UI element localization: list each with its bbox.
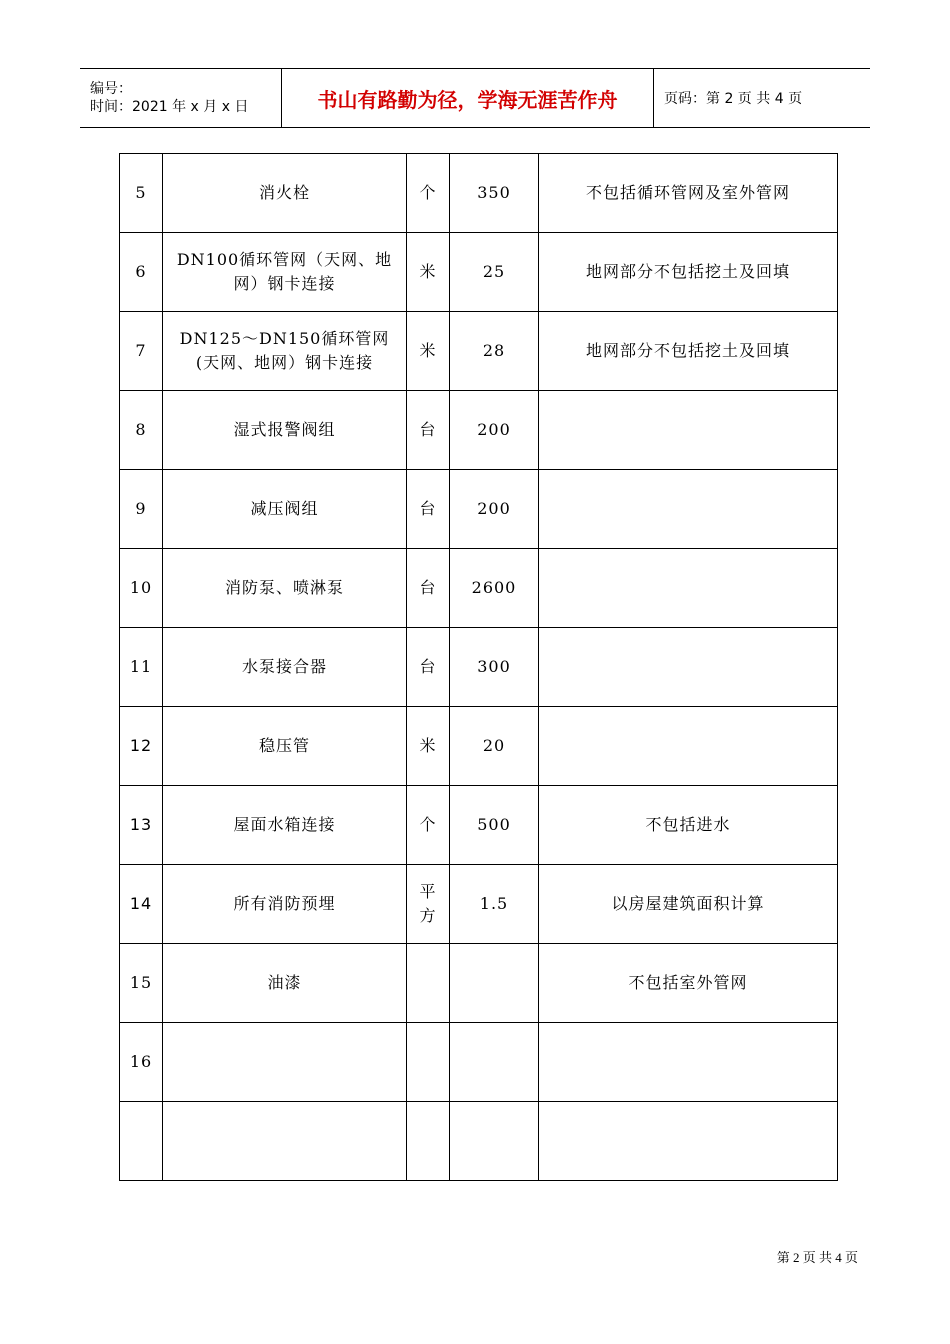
row-number-cell: 9 [120,470,163,549]
item-unit-cell: 米 [407,312,450,391]
table-row [120,233,838,312]
row-number-cell: 12 [120,707,163,786]
item-price-cell [450,1023,539,1102]
item-note-cell: 地网部分不包括挖土及回填 [539,233,838,312]
item-name-cell: 屋面水箱连接 [163,786,407,865]
item-name-cell [163,1102,407,1181]
page-header [80,68,870,128]
table-row [120,470,838,549]
item-name-cell: 消防泵、喷淋泵 [163,549,407,628]
row-number-cell: 10 [120,549,163,628]
page-footer [777,1247,858,1266]
item-price-cell: 200 [450,391,539,470]
item-unit-cell [407,1023,450,1102]
item-price-cell: 350 [450,154,539,233]
item-price-cell [450,944,539,1023]
table-row [120,549,838,628]
item-unit-cell [407,1102,450,1181]
header-page-code [654,69,870,127]
motto-text: 书山有路勤为径，学海无涯苦作舟 [317,87,618,112]
table-row [120,707,838,786]
document-number-label: 编号： [90,81,132,97]
item-price-cell: 28 [450,312,539,391]
item-note-cell [539,391,838,470]
item-unit-cell: 米 [407,707,450,786]
document-time-label: 时间：2021 年 x 月 x 日 [90,99,249,115]
item-name-cell [163,1023,407,1102]
item-note-cell: 不包括循环管网及室外管网 [539,154,838,233]
row-number-cell: 6 [120,233,163,312]
item-note-cell: 以房屋建筑面积计算 [539,865,838,944]
item-note-cell [539,628,838,707]
item-unit-cell: 个 [407,786,450,865]
row-number-cell: 14 [120,865,163,944]
footer-page-text: 第 2 页 共 4 页 [776,1250,858,1265]
row-number-cell: 16 [120,1023,163,1102]
item-name-cell: DN125～DN150循环管网(天网、地网）钢卡连接 [163,312,407,391]
item-price-cell [450,1102,539,1181]
item-note-cell [539,707,838,786]
row-number-cell: 7 [120,312,163,391]
item-note-cell: 不包括室外管网 [539,944,838,1023]
row-number-cell: 8 [120,391,163,470]
item-price-cell: 25 [450,233,539,312]
price-table [119,153,838,1181]
item-note-cell [539,1102,838,1181]
table-row [120,312,838,391]
table-row [120,944,838,1023]
item-name-cell: 消火栓 [163,154,407,233]
item-note-cell [539,470,838,549]
item-note-cell [539,549,838,628]
table-row [120,1102,838,1181]
item-unit-cell: 平方 [407,865,450,944]
item-price-cell: 1.5 [450,865,539,944]
row-number-cell: 11 [120,628,163,707]
row-number-cell: 15 [120,944,163,1023]
item-name-cell: 减压阀组 [163,470,407,549]
table-row [120,391,838,470]
item-name-cell: 湿式报警阀组 [163,391,407,470]
price-table-body [120,154,838,1181]
table-row [120,786,838,865]
item-note-cell [539,1023,838,1102]
table-row [120,628,838,707]
item-price-cell: 500 [450,786,539,865]
header-meta [80,69,282,127]
item-name-cell: 水泵接合器 [163,628,407,707]
table-row [120,865,838,944]
item-note-cell: 地网部分不包括挖土及回填 [539,312,838,391]
table-row [120,1023,838,1102]
row-number-cell [120,1102,163,1181]
item-unit-cell: 个 [407,154,450,233]
item-unit-cell: 台 [407,549,450,628]
item-unit-cell: 台 [407,628,450,707]
item-unit-cell: 台 [407,391,450,470]
item-note-cell: 不包括进水 [539,786,838,865]
item-name-cell: DN100循环管网（天网、地网）钢卡连接 [163,233,407,312]
item-price-cell: 200 [450,470,539,549]
item-price-cell: 20 [450,707,539,786]
page-code-text: 页码：第 2 页 共 4 页 [664,91,803,107]
table-row [120,154,838,233]
header-motto [282,69,654,127]
item-name-cell: 所有消防预埋 [163,865,407,944]
row-number-cell: 13 [120,786,163,865]
item-unit-cell: 台 [407,470,450,549]
item-price-cell: 2600 [450,549,539,628]
item-unit-cell: 米 [407,233,450,312]
item-name-cell: 稳压管 [163,707,407,786]
item-price-cell: 300 [450,628,539,707]
item-name-cell: 油漆 [163,944,407,1023]
item-unit-cell [407,944,450,1023]
row-number-cell: 5 [120,154,163,233]
